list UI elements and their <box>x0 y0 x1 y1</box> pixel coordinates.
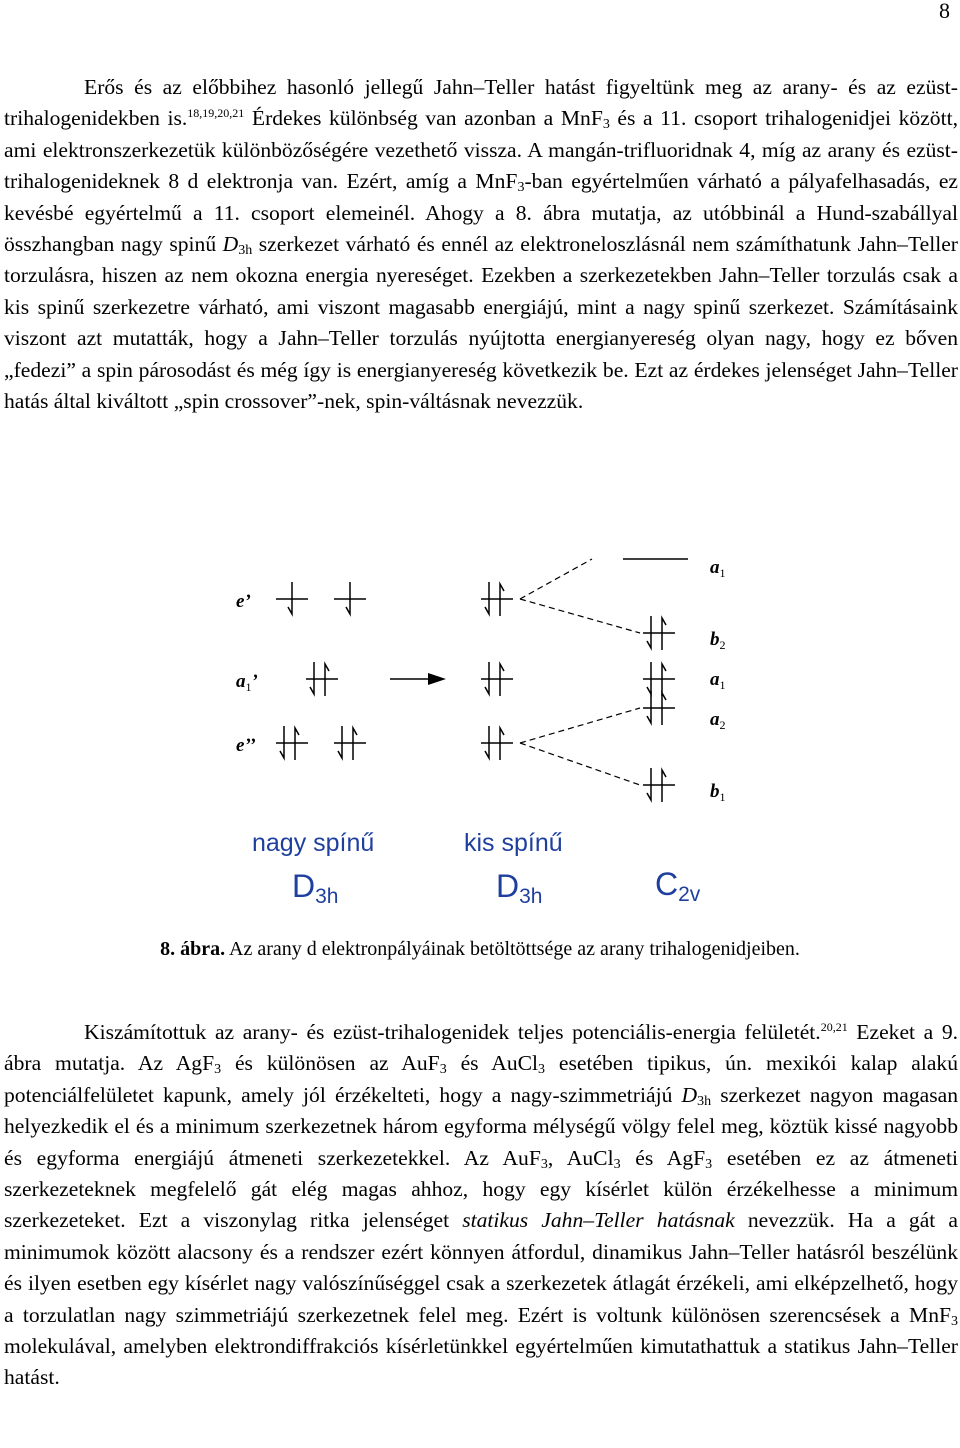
low-spin-e-double-prime-level <box>481 726 513 760</box>
symbol: D <box>681 1082 698 1107</box>
subscript: 3 <box>538 1062 546 1078</box>
label-a1-upper: $a_1$ <box>710 557 726 580</box>
subscript: 3 <box>602 117 610 133</box>
text-segment: Érdekes különbség van azonban a MnF <box>244 106 603 131</box>
label-e-prime: e’ <box>236 591 251 612</box>
low-spin-a1-prime-level <box>481 662 513 696</box>
label-b2: $b_2$ <box>710 629 726 652</box>
subscript: 3 <box>540 1156 548 1172</box>
text-segment: Erős és az előbbihez hasonló jellegű Jahn–Teller hatást figyeltünk meg az arany- és az ezüst-trihalogenidekben is. <box>4 75 958 131</box>
label-b1: $b_1$ <box>710 781 726 804</box>
symbol: D <box>222 232 239 257</box>
text-segment: szerkezet várható és ennél az elektroneloszlásnál nem számíthatunk Jahn–Teller torzulásra, hiszen az nem okozna energia nyereséget. Ezekben a szerkezetekben Jahn–Teller torzulás csak a kis spinű szerkezetre várható, ami viszont magasabb energiájú, mint a nagy spinű szerkezet. Számításaink viszont azt mutatták, hogy a Jahn–Teller torzulás nyújtotta energianyereség olyan nagy, hogy ez bőven „fedezi” a spin párosodást és még így is energianyereség következik be. Ezt az érdekes jelenséget Jahn–Teller hatás által kiváltott „spin crossover”-nek, spin-váltásnak nevezzük. <box>4 232 958 414</box>
label-a1-lower: $a_1$ <box>710 669 726 692</box>
subscript: 3 <box>214 1062 222 1078</box>
c2v-a1-lower-level <box>643 662 675 696</box>
caption-text: Az arany d elektronpályáinak betöltöttsége az arany trihalogenidjeiben. <box>225 938 800 960</box>
text-segment: esetében ez az átmeneti szerkezeteknek megfelelő gát elég magas ahhoz, hogy egy kísérlet külön érzékelhesse a minimum szerkezeteket. Ezt a viszonylag ritka jelenséget <box>4 1145 958 1233</box>
italic-term: statikus Jahn–Teller hatásnak <box>462 1208 735 1233</box>
paragraph-2 <box>4 1017 958 1394</box>
c2v-b1-level <box>643 768 675 802</box>
title-low-spin: kis spínű <box>464 829 563 857</box>
text-segment: és AgF <box>620 1145 706 1170</box>
high-spin-e-prime-level <box>276 582 366 614</box>
text-segment: és a 11. csoport trihalogenidjei között, ami elektronszerkezetük különbözőségére vezethető vissza. A mangán-trifluoridnak 4, míg az arany és ezüst-trihalogenideknek 8 d elektronja van. Ezért, amíg a MnF <box>4 106 958 194</box>
label-a2: $a_2$ <box>710 709 726 732</box>
subscript: 3h <box>238 243 253 259</box>
low-spin-e-prime-level <box>481 582 513 616</box>
text-segment: Kiszámítottuk az arany- és ezüst-trihalogenidek teljes potenciális-energia felületét. <box>84 1020 821 1044</box>
orbital-diagram <box>0 545 960 925</box>
symmetry-d3h-high: D3h <box>292 868 339 908</box>
c2v-a2-level <box>643 691 675 725</box>
label-a1-prime: $a_1$’ <box>236 671 258 694</box>
subscript: 3 <box>517 180 525 196</box>
citation: 18,19,20,21 <box>187 106 245 121</box>
text-segment: -ban egyértelműen várható a pályafelhasadás, ez kevésbé egyértelmű a 11. csoport elemeinél. Ahogy a 8. ábra mutatja, az utóbbinál a Hund-szabállyal összhangban nagy spinű <box>4 169 959 257</box>
page-number: 8 <box>939 0 950 23</box>
high-spin-a1-prime-level <box>306 662 338 696</box>
title-high-spin: nagy spínű <box>252 829 375 857</box>
text-segment: , AuCl <box>547 1145 614 1170</box>
symmetry-d3h-low: D3h <box>496 868 543 908</box>
subscript: 3 <box>613 1156 621 1172</box>
figure-caption <box>0 936 960 962</box>
text-segment: molekulával, amelyben elektrondiffrakciós kísérletünkkel egyértelműen kimutathattuk a statikus Jahn–Teller hatást. <box>4 1334 958 1390</box>
label-e-double-prime: e’’ <box>236 735 256 756</box>
subscript: 3h <box>697 1093 712 1109</box>
text-segment: és AuCl <box>446 1051 539 1076</box>
text-segment: nevezzük. Ha a gát a minimumok között alacsony és a rendszer ezért könnyen átfordul, dinamikus Jahn–Teller hatásról beszélünk és ilyen esetben egy kísérlet nagy valószínűséggel csak a szerkezetek átlagát érzékeli, ami elképzelhető, hogy a torzulatlan nagy szimmetriájú szerkezetnek felel meg. Ezért is voltunk különösen szerencsések a MnF <box>4 1208 958 1327</box>
text-segment: és különösen az AuF <box>221 1051 440 1076</box>
text-segment: esetében tipikus, ún. mexikói kalap alakú potenciálfelületet kapunk, amely jól érzékelteti, hogy a nagy-szimmetriájú <box>4 1051 959 1107</box>
caption-label: 8. ábra. <box>160 938 226 960</box>
symmetry-c2v: C2v <box>655 866 701 906</box>
orbital-diagram-figure <box>0 545 960 925</box>
high-spin-e-double-prime-level <box>276 726 366 760</box>
transition-arrow <box>390 673 446 685</box>
citation: 20,21 <box>820 1020 848 1034</box>
text-segment: szerkezet nagyon magasan helyezkedik el és a minimum szerkezetnek három egyforma mélységű völgy felel meg, köztük kissé nagyobb és egyforma energiájú átmeneti szerkezetekkel. Az AuF <box>4 1082 958 1170</box>
c2v-b2-level <box>643 616 675 650</box>
paragraph-1 <box>4 72 958 417</box>
subscript: 3 <box>705 1156 713 1172</box>
splitting-lines <box>520 559 640 785</box>
text-segment: Ezeket a 9. ábra mutatja. Az AgF <box>4 1020 959 1076</box>
subscript: 3 <box>951 1313 958 1329</box>
subscript: 3 <box>439 1062 447 1078</box>
